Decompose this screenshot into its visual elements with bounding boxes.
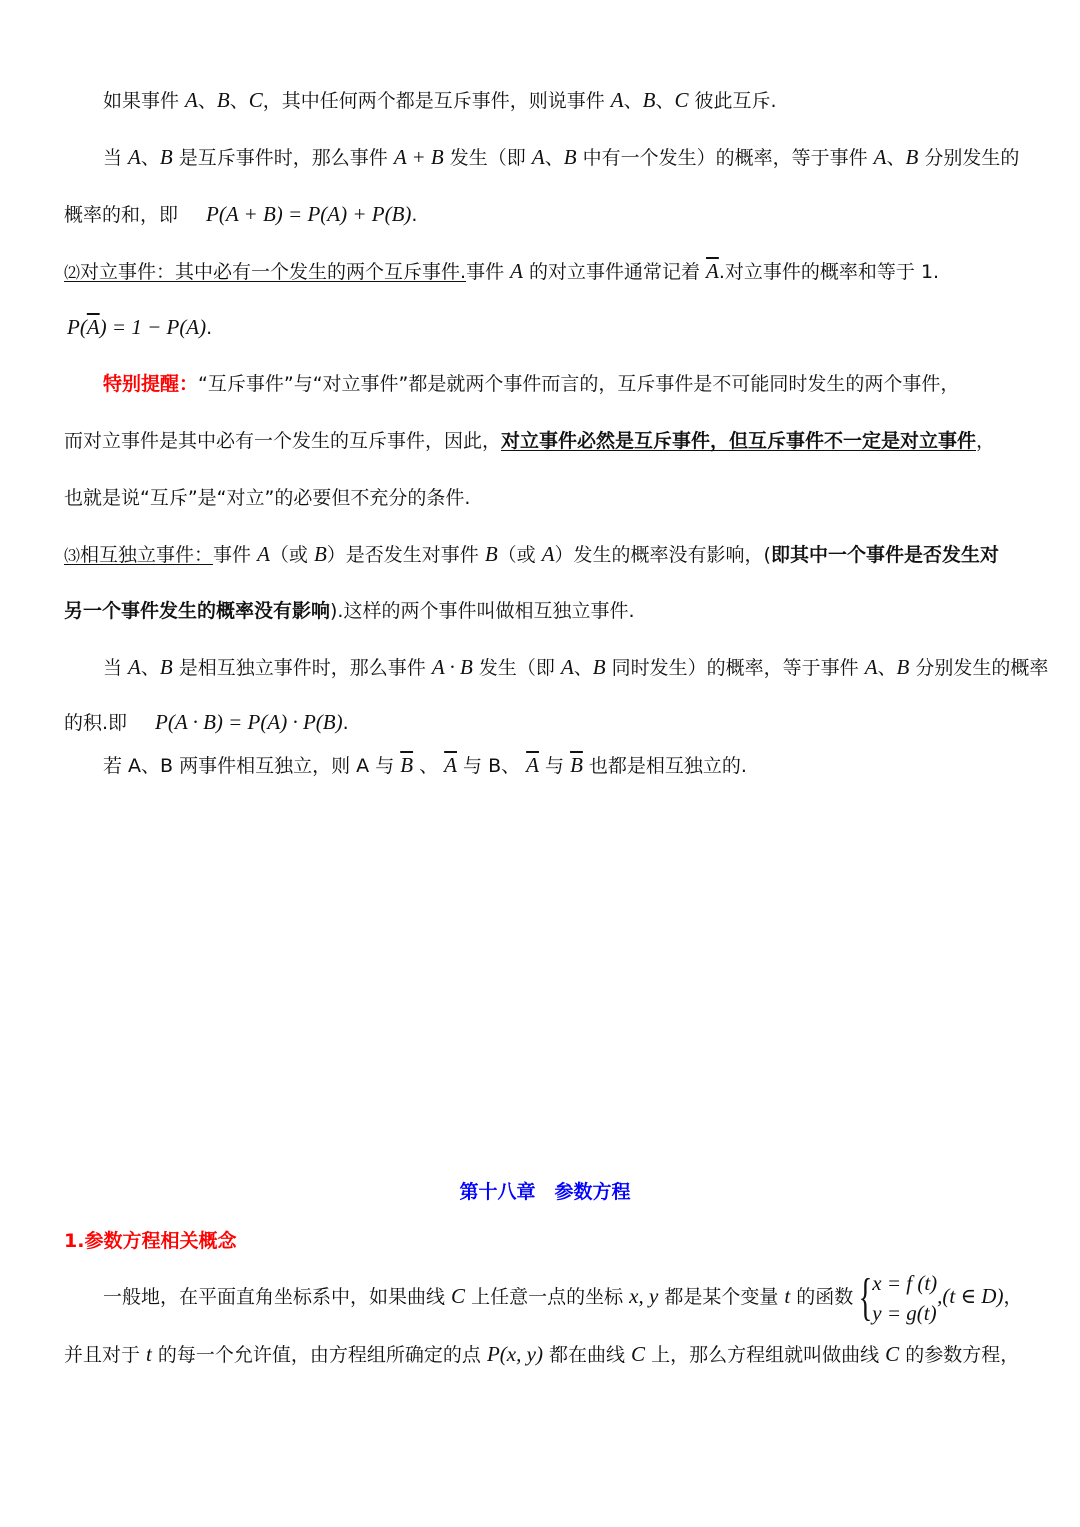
math-var-complement: $\overline{A}$ [86,315,100,339]
reminder-label: 特别提醒： [103,373,199,395]
text: 也都是相互独立的. [582,755,747,777]
text: （或 [269,544,314,566]
math-var: C [674,88,689,112]
text: 而对立事件是其中必有一个发生的互斥事件，因此， [64,430,502,452]
math-expression: A + B [393,145,444,169]
chapter-title: 第十八章 参数方程 [459,1181,631,1203]
math-var: B [563,145,577,169]
item-number: ⑶ [64,546,81,565]
left-brace-symbol: { [858,1268,873,1326]
formula-part: ) = 1 − P(A) [99,315,207,339]
math-var: A [185,88,198,112]
math-var: B [159,655,173,679]
math-var: C [248,88,263,112]
text: ).这样的两个事件叫做相互独立事件. [330,600,635,622]
paragraph-independent-product [103,653,1048,682]
text: 、 [573,657,593,679]
text: 上，那么方程组就叫做曲线 [645,1344,886,1366]
text: 一般地，在平面直角坐标系中，如果曲线 [103,1286,452,1308]
emphasis-text: 即其中一个事件是否发生对 [770,544,999,566]
math-expression: A · B [431,655,473,679]
text: 分别发生的概率 [909,657,1049,679]
text: 的对立事件通常记着 [522,261,707,283]
math-var: t [146,1342,152,1366]
formula-complement [67,313,212,342]
text: 的函数 [790,1286,854,1308]
text: . [411,204,418,226]
text: .对立事件的概率和等于 1. [718,261,940,283]
math-var: B [484,542,498,566]
math-var: A [873,145,887,169]
paragraph-complementary-events [64,257,939,287]
math-expression: x, y [629,1284,659,1308]
math-var: A [610,88,624,112]
paragraph-reminder-cont [64,427,995,455]
text: 、 [229,90,249,112]
paragraph-independent-events [64,540,999,570]
text: （或 [497,544,542,566]
math-var-complement: $\overline{A}$ [706,259,719,283]
text: 是相互独立事件时，那么事件 [172,657,432,679]
math-expression: P(x, y) [486,1342,543,1366]
math-var: A [531,145,545,169]
parameter-domain: ,(t ∈ D) [937,1284,1004,1308]
section-title: 1.参数方程相关概念 [64,1230,237,1252]
math-var-complement: $\overline{B}$ [400,753,414,777]
text: ， [976,430,996,452]
paragraph-parametric-definition [103,1266,1022,1328]
math-var: B [896,655,910,679]
formula-multiplication: P(A · B) = P(A) · P(B) [155,710,343,734]
text: 、 [886,147,906,169]
emphasis-text: 另一个事件发生的概率没有影响 [64,600,331,622]
text: 都是某个变量 [658,1286,785,1308]
text: 分别发生的 [918,147,1020,169]
math-var: B [159,145,173,169]
text: 与 B、 [456,755,527,777]
emphasis-text: 对立事件必然是互斥事件，但互斥事件不一定是对立事件 [501,430,977,452]
text: ， [1003,1286,1023,1308]
paragraph-parametric-cont [64,1340,1019,1369]
text: . [342,712,349,734]
text: 彼此互斥. [688,90,777,112]
text: 、 [140,657,160,679]
formula-addition: P(A + B) = P(A) + P(B) [206,202,412,226]
term-definition: 对立事件：其中必有一个发生的两个互斥事件. [80,261,467,283]
paragraph-sum-formula [64,200,417,229]
math-var: A [560,655,574,679]
math-var: A [128,655,141,679]
math-var: t [784,1284,791,1308]
math-var: A [257,542,270,566]
text: 如果事件 [103,90,186,112]
text: 、 [140,147,160,169]
text: 当 [103,657,129,679]
text: ，其中任何两个都是互斥事件，则说事件 [262,90,611,112]
text: 、 [197,90,217,112]
text: 事件 [466,261,511,283]
text: 也就是说“互斥”是“对立”的必要但不充分的条件. [64,487,471,509]
text: 发生（即 [443,147,532,169]
math-var: B [216,88,230,112]
paragraph-product-formula [64,708,349,737]
math-var: A [128,145,141,169]
term-definition: 相互独立事件： [80,544,214,566]
math-var: C [885,1342,900,1366]
text: 概率的和，即 [64,204,179,226]
text: 的每一个允许值，由方程组所确定的点 [151,1344,487,1366]
text: 是互斥事件时，那么事件 [172,147,394,169]
text: ）是否发生对事件 [326,544,485,566]
math-var: C [631,1342,646,1366]
paragraph-reminder-end [64,484,470,512]
math-var: B [642,88,656,112]
equation-system [872,1268,937,1328]
text: 并且对于 [64,1344,147,1366]
text: 与 [538,755,571,777]
math-var: B [905,145,919,169]
text: 的积.即 [64,712,128,734]
item-number: ⑵ [64,263,81,282]
equation-y: y = g(t) [872,1300,937,1325]
math-var: A [510,259,523,283]
paragraph-special-reminder [103,370,959,398]
math-var: A [864,655,878,679]
text: 事件 [213,544,258,566]
text: 同时发生）的概率，等于事件 [605,657,865,679]
math-var: B [313,542,327,566]
math-var: A [541,542,555,566]
paragraph-independent-cont [64,597,635,625]
equation-x: x = f (t) [872,1270,938,1295]
text: ）发生的概率没有影响，( [554,544,771,566]
text: 若 A、B 两事件相互独立，则 A 与 [103,755,401,777]
text: 、 [877,657,897,679]
math-var-complement: $\overline{A}$ [526,753,539,777]
text: “互斥事件”与“对立事件”都是就两个事件而言的，互斥事件是不可能同时发生的两个事件， [198,373,960,395]
text: 上任意一点的坐标 [465,1286,630,1308]
text: 中有一个发生）的概率，等于事件 [576,147,874,169]
paragraph-mutual-exclusion-sum [103,143,1019,172]
text: . [206,317,213,339]
math-var-complement: $\overline{B}$ [570,753,583,777]
math-var: C [451,1284,466,1308]
text: 、 [413,755,445,777]
text: 、 [623,90,643,112]
paragraph-independence-complements [103,751,747,780]
formula-part: P( [67,315,87,339]
text: 、 [655,90,675,112]
text: 的参数方程， [899,1344,1020,1366]
math-var: B [592,655,606,679]
paragraph-mutual-exclusion-multiple [103,86,777,115]
text: 发生（即 [472,657,561,679]
math-var-complement: $\overline{A}$ [444,753,457,777]
text: 当 [103,147,129,169]
text: 、 [544,147,564,169]
text: 都在曲线 [542,1344,632,1366]
